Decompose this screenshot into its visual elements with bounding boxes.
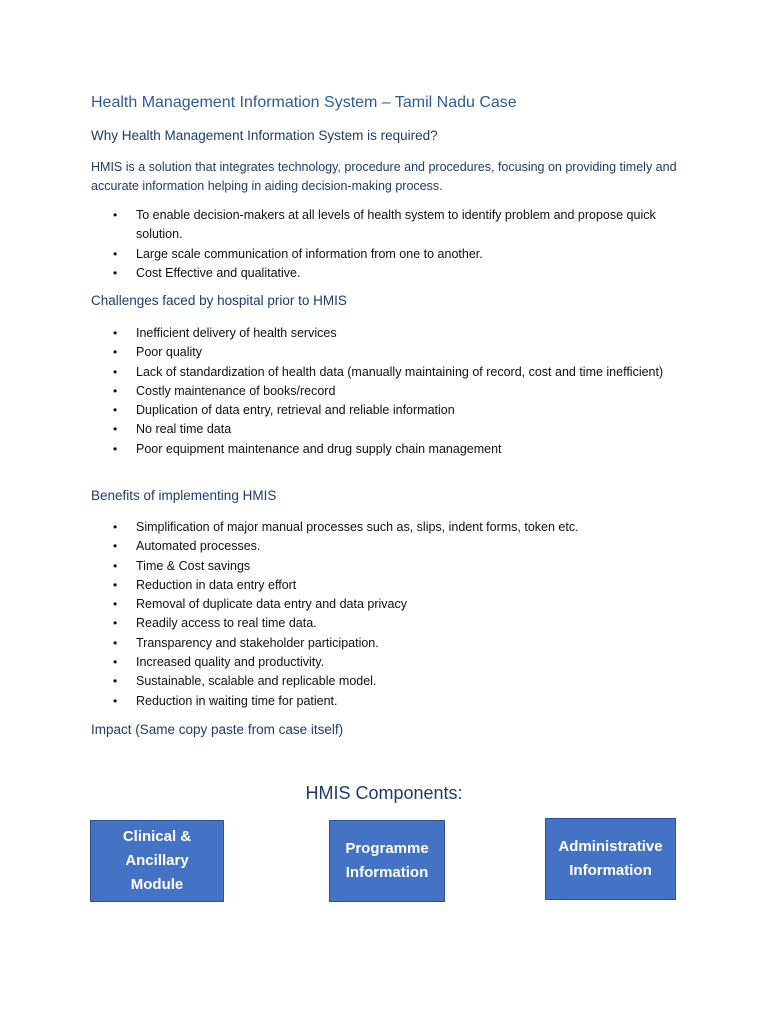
challenges-heading: Challenges faced by hospital prior to HMIS [91,293,347,308]
list-item: • Inefficient delivery of health services [91,324,691,343]
why-list [91,206,691,283]
list-item: • Removal of duplicate data entry and data privacy [91,595,691,614]
list-item: • Sustainable, scalable and replicable model. [91,672,691,691]
list-item: • To enable decision-makers at all levels of health system to identify problem and propose quick solution. [91,206,691,245]
intro-paragraph: HMIS is a solution that integrates technology, procedure and procedures, focusing on providing timely and accurate information helping in aiding decision-making process. [91,160,677,193]
why-heading: Why Health Management Information System is required? [91,128,438,143]
list-item: • Simplification of major manual processes such as, slips, indent forms, token etc. [91,518,691,537]
list-item: • Readily access to real time data. [91,614,691,633]
administrative-information-box [545,818,676,900]
benefits-heading: Benefits of implementing HMIS [91,488,277,503]
list-item: • Large scale communication of information from one to another. [91,245,691,264]
impact-heading: Impact (Same copy paste from case itself) [91,722,344,737]
components-title: HMIS Components: [305,783,463,803]
component-label: Administrative Information [558,838,663,879]
benefits-list [91,518,691,711]
list-item: • No real time data [91,420,691,439]
list-item: • Automated processes. [91,537,691,556]
list-item: • Reduction in waiting time for patient. [91,692,691,711]
list-item: • Costly maintenance of books/record [91,382,691,401]
document-title: Health Management Information System – Tamil Nadu Case [91,94,517,111]
list-item: • Increased quality and productivity. [91,653,691,672]
component-label: Clinical & Ancillary Module [122,828,192,893]
list-item: • Time & Cost savings [91,557,691,576]
list-item: • Duplication of data entry, retrieval and reliable information [91,401,691,420]
list-item: • Lack of standardization of health data (manually maintaining of record, cost and time inefficient) [91,363,691,382]
programme-information-box [329,820,445,902]
list-item: • Transparency and stakeholder participation. [91,634,691,653]
list-item: • Cost Effective and qualitative. [91,264,691,283]
component-label: Programme Information [345,840,429,881]
clinical-ancillary-module-box [90,820,224,902]
list-item: • Reduction in data entry effort [91,576,691,595]
list-item: • Poor equipment maintenance and drug supply chain management [91,440,691,459]
list-item: • Poor quality [91,343,691,362]
challenges-list [91,324,691,459]
